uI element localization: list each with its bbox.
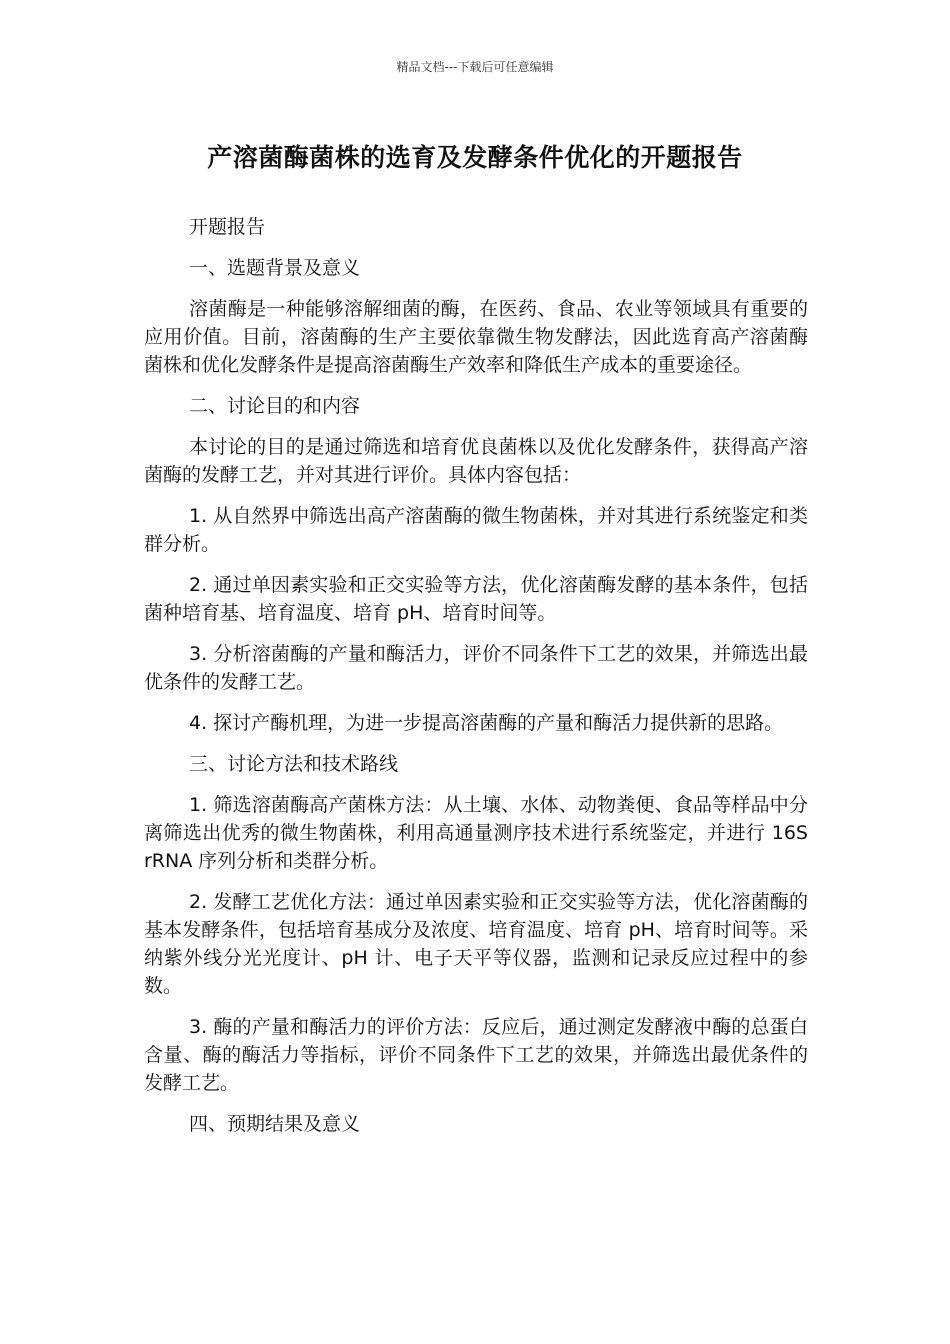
heading-purpose: 二、讨论目的和内容 xyxy=(189,395,361,417)
header-note: 精品文档---下载后可任意编辑 xyxy=(396,60,554,74)
document-body xyxy=(144,213,808,1151)
document-title: 产溶菌酶菌株的选育及发酵条件优化的开题报告 xyxy=(207,143,743,172)
heading-methods: 三、讨论方法和技术路线 xyxy=(189,753,399,775)
list-item-purpose-3: 3. 分析溶菌酶的产量和酶活力，评价不同条件下工艺的效果，并筛选出最优条件的发酵工艺。 xyxy=(144,643,808,693)
heading-background: 一、选题背景及意义 xyxy=(189,257,361,279)
list-item-method-2: 2. 发酵工艺优化方法：通过单因素实验和正交实验等方法，优化溶菌酶的基本发酵条件，包括培育基成分及浓度、培育温度、培育 pH、培育时间等。采纳紫外线分光光度计、pH 计、电子天平等仪器，监测和记录反应过程中的参数。 xyxy=(144,891,808,997)
list-item-purpose-1: 1. 从自然界中筛选出高产溶菌酶的微生物菌株，并对其进行系统鉴定和类群分析。 xyxy=(144,505,808,555)
heading-expected-results: 四、预期结果及意义 xyxy=(189,1113,361,1135)
list-item-purpose-4: 4. 探讨产酶机理，为进一步提高溶菌酶的产量和酶活力提供新的思路。 xyxy=(189,712,784,734)
paragraph-background: 溶菌酶是一种能够溶解细菌的酶，在医药、食品、农业等领域具有重要的应用价值。目前，溶菌酶的生产主要依靠微生物发酵法，因此选育高产溶菌酶菌株和优化发酵条件是提高溶菌酶生产效率和降低生产成本的重要途径。 xyxy=(144,298,808,376)
list-item-method-3: 3. 酶的产量和酶活力的评价方法：反应后，通过测定发酵液中酶的总蛋白含量、酶的酶活力等指标，评价不同条件下工艺的效果，并筛选出最优条件的发酵工艺。 xyxy=(144,1016,808,1094)
paragraph-purpose: 本讨论的目的是通过筛选和培育优良菌株以及优化发酵条件，获得高产溶菌酶的发酵工艺，并对其进行评价。具体内容包括： xyxy=(144,436,808,486)
list-item-purpose-2: 2. 通过单因素实验和正交实验等方法，优化溶菌酶发酵的基本条件，包括菌种培育基、培育温度、培育 pH、培育时间等。 xyxy=(144,574,808,624)
list-item-method-1: 1. 筛选溶菌酶高产菌株方法：从土壤、水体、动物粪便、食品等样品中分离筛选出优秀的微生物菌株，利用高通量测序技术进行系统鉴定，并进行 16S rRNA 序列分析和类群分析。 xyxy=(144,794,808,872)
paragraph-report-label: 开题报告 xyxy=(189,216,266,238)
